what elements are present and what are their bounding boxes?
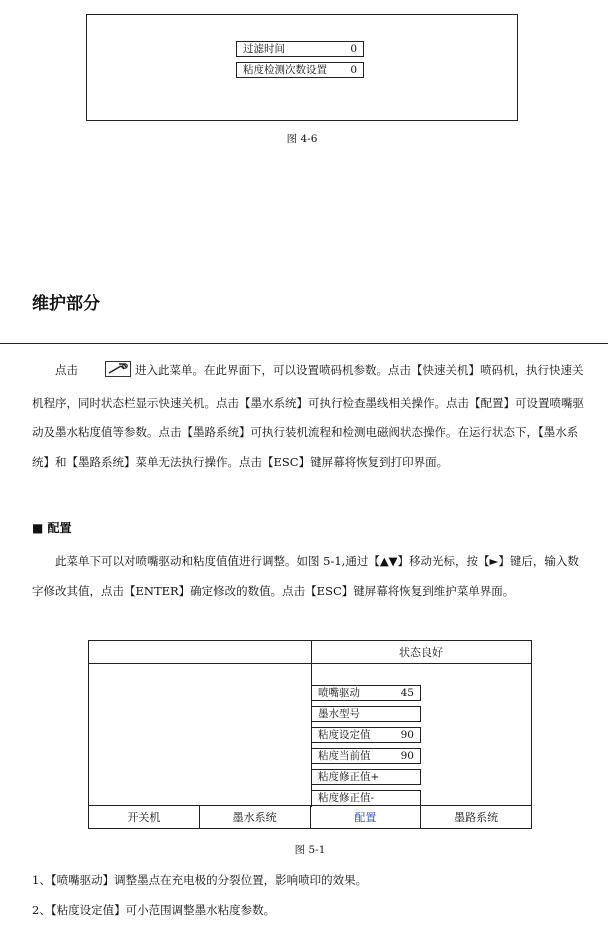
field-label: 粘度检测次数设置 (243, 64, 327, 76)
tab-config[interactable]: 配置 (310, 806, 421, 828)
figure-4-6-caption: 图 4-6 (286, 133, 318, 145)
config-text: 此菜单下可以对喷嘴驱动和粘度值值进行调整。如图 5-1,通过【▲▼】移动光标，按【►】键后，输入数字修改其值，点击【ENTER】确定修改的数值。点击【ESC】键屏幕将恢复到维护菜单界面。 (32, 554, 579, 598)
bottom-tab-bar (89, 805, 531, 828)
figure-5-1-screen (88, 640, 532, 829)
wrench-icon (82, 359, 131, 389)
intro-after-icon: 进入此菜单。在此界面下，可以设置喷码机参数。点击【快速关机】喷码机，执行快速关机程序，同时状态栏显示快速关机。点击【墨水系统】可执行检查墨线相关操作。点击【配置】可设置喷嘴驱动及墨水粘度值等参数。点击【墨路系统】可执行装机流程和检测电磁阀状态操作。在运行状态下，【墨水系统】和【墨路系统】菜单无法执行操作。点击【ESC】键屏幕将恢复到打印界面。 (32, 363, 584, 469)
section-title: 维护部分 (32, 294, 100, 314)
figure-4-6-frame (86, 14, 518, 121)
viscosity-current-field[interactable] (311, 748, 421, 764)
config-paragraph (32, 547, 584, 606)
field-label: 墨水型号 (318, 708, 360, 720)
field-value: 90 (400, 729, 414, 741)
intro-paragraph (32, 356, 584, 477)
nozzle-drive-field[interactable] (311, 685, 421, 701)
tab-ink-path-system[interactable]: 墨路系统 (420, 806, 531, 828)
field-label: 粘度设定值 (318, 729, 371, 741)
intro-before-icon: 点击 (55, 363, 78, 377)
field-label: 粘度修正值+ (318, 771, 380, 783)
config-section-title: ■ 配置 (32, 521, 72, 535)
section-divider (0, 343, 608, 344)
viscosity-correction-minus-field[interactable] (311, 790, 421, 806)
viscosity-setpoint-field[interactable] (311, 727, 421, 743)
field-label: 过滤时间 (243, 43, 285, 55)
tab-power[interactable]: 开关机 (127, 811, 161, 824)
figure-5-1-caption: 图 5-1 (294, 844, 326, 856)
tab-ink-system[interactable]: 墨水系统 (199, 806, 310, 828)
filter-time-field (236, 41, 364, 57)
viscosity-check-count-field (236, 62, 364, 78)
field-value: 45 (400, 687, 414, 699)
note-item-2: 2、【粘度设定值】可小范围调整墨水粘度参数。 (32, 903, 276, 917)
viscosity-correction-plus-field[interactable] (311, 769, 421, 785)
status-text: 状态良好 (399, 646, 443, 659)
note-item-1: 1、【喷嘴驱动】调整墨点在充电极的分裂位置，影响喷印的效果。 (32, 873, 368, 887)
field-value: 90 (400, 750, 414, 762)
field-label: 粘度修正值- (318, 792, 375, 804)
field-value: 0 (350, 64, 357, 76)
ink-type-field[interactable] (311, 706, 421, 722)
field-label: 喷嘴驱动 (318, 687, 360, 699)
field-label: 粘度当前值 (318, 750, 371, 762)
field-value: 0 (350, 43, 357, 55)
